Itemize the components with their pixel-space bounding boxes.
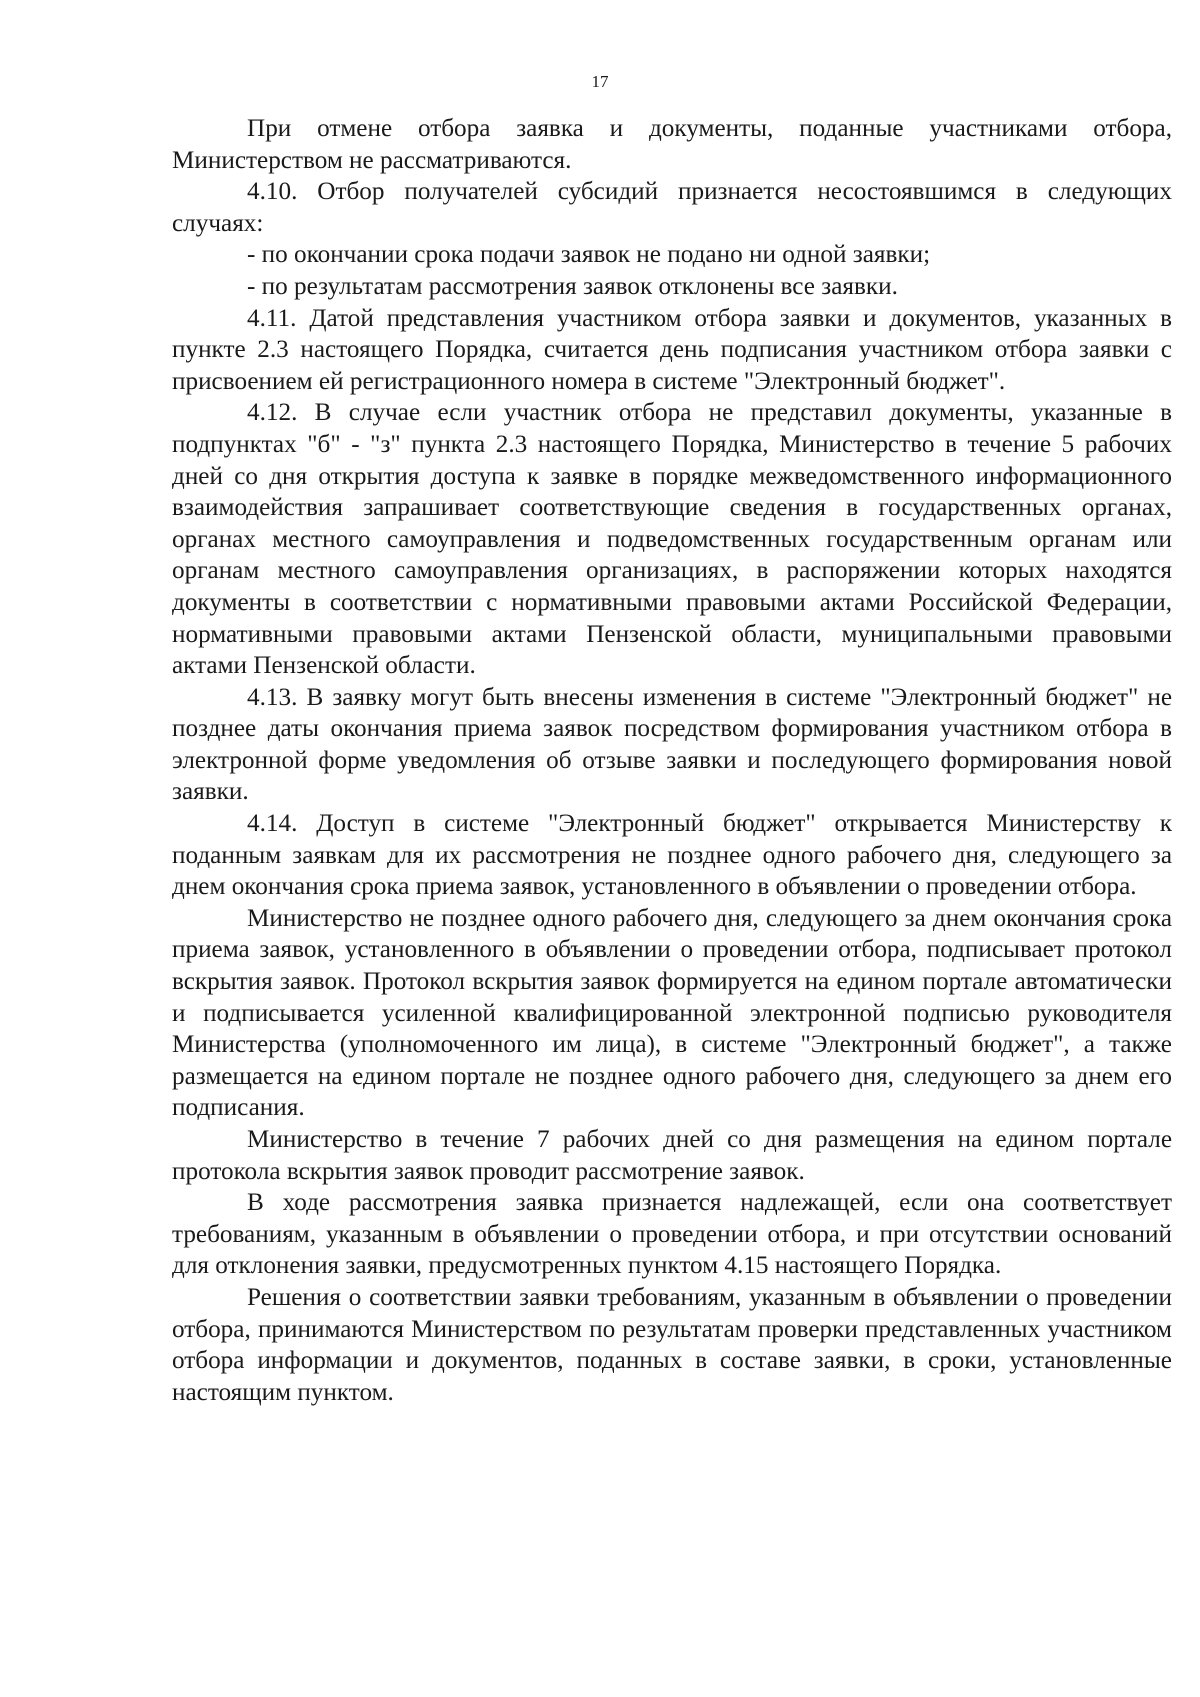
page-number: 17 bbox=[591, 72, 609, 91]
paragraph-4-12: 4.12. В случае если участник отбора не представил документы, указанные в подпунктах "б" - "з" пункта 2.3 настоящего Порядка, Министерство в течение 5 рабочих дней со дня открытия доступа к заявке в порядке межведомственного информационного взаимодействия запрашивает соответствующие сведения в государственных органах, органах местного самоуправления и подведомственных государственным органам или органам местного самоуправления организациях, в распоряжении которых находятся документы в соответствии с нормативными правовыми актами Российской Федерации, нормативными правовыми актами Пензенской области, муниципальными правовыми актами Пензенской области. bbox=[172, 399, 1172, 680]
list-item-no-applications: - по окончании срока подачи заявок не подано ни одной заявки; bbox=[247, 241, 931, 269]
paragraph-4-13: 4.13. В заявку могут быть внесены изменения в системе "Электронный бюджет" не позднее даты окончания приема заявок посредством формирования участником отбора в электронной форме уведомления об отзыве заявки и последующего формирования новой заявки. bbox=[172, 683, 1172, 806]
paragraph-proper-application: В ходе рассмотрения заявка признается надлежащей, если она соответствует требованиям, указанным в объявлении о проведении отбора, и при отсутствии оснований для отклонения заявки, предусмотренных пунктом 4.15 настоящего Порядка. bbox=[172, 1189, 1172, 1280]
paragraph-opening-protocol: Министерство не позднее одного рабочего дня, следующего за днем окончания срока приема заявок, установленного в объявлении о проведении отбора, подписывает протокол вскрытия заявок. Протокол вскрытия заявок формируется на едином портале автоматически и подписывается усиленной квалифицированной электронной подписью руководителя Министерства (уполномоченного им лица), в системе "Электронный бюджет", а также размещается на едином портале не позднее одного рабочего дня, следующего за днем его подписания. bbox=[172, 904, 1172, 1122]
paragraph-4-14: 4.14. Доступ в системе "Электронный бюджет" открывается Министерству к поданным заявкам для их рассмотрения не позднее одного рабочего дня, следующего за днем окончания срока приема заявок, установленного в объявлении о проведении отбора. bbox=[172, 810, 1172, 901]
paragraph-decisions: Решения о соответствии заявки требованиям, указанным в объявлении о проведении отбора, принимаются Министерством по результатам проверки представленных участником отбора информации и документов, поданных в составе заявки, в сроки, установленные настоящим пунктом. bbox=[172, 1283, 1172, 1406]
list-item-all-rejected: - по результатам рассмотрения заявок отклонены все заявки. bbox=[247, 272, 898, 300]
paragraph-review-period: Министерство в течение 7 рабочих дней со дня размещения на едином портале протокола вскрытия заявок проводит рассмотрение заявок. bbox=[172, 1126, 1172, 1185]
paragraph-cancellation: При отмене отбора заявка и документы, поданные участниками отбора, Министерством не рассматриваются. bbox=[172, 115, 1172, 174]
document-body bbox=[172, 113, 1172, 1408]
paragraph-4-11: 4.11. Датой представления участником отбора заявки и документов, указанных в пункте 2.3 настоящего Порядка, считается день подписания участником отбора заявки с присвоением ей регистрационного номера в системе "Электронный бюджет". bbox=[172, 304, 1172, 395]
paragraph-4-10: 4.10. Отбор получателей субсидий признается несостоявшимся в следующих случаях: bbox=[172, 178, 1172, 237]
